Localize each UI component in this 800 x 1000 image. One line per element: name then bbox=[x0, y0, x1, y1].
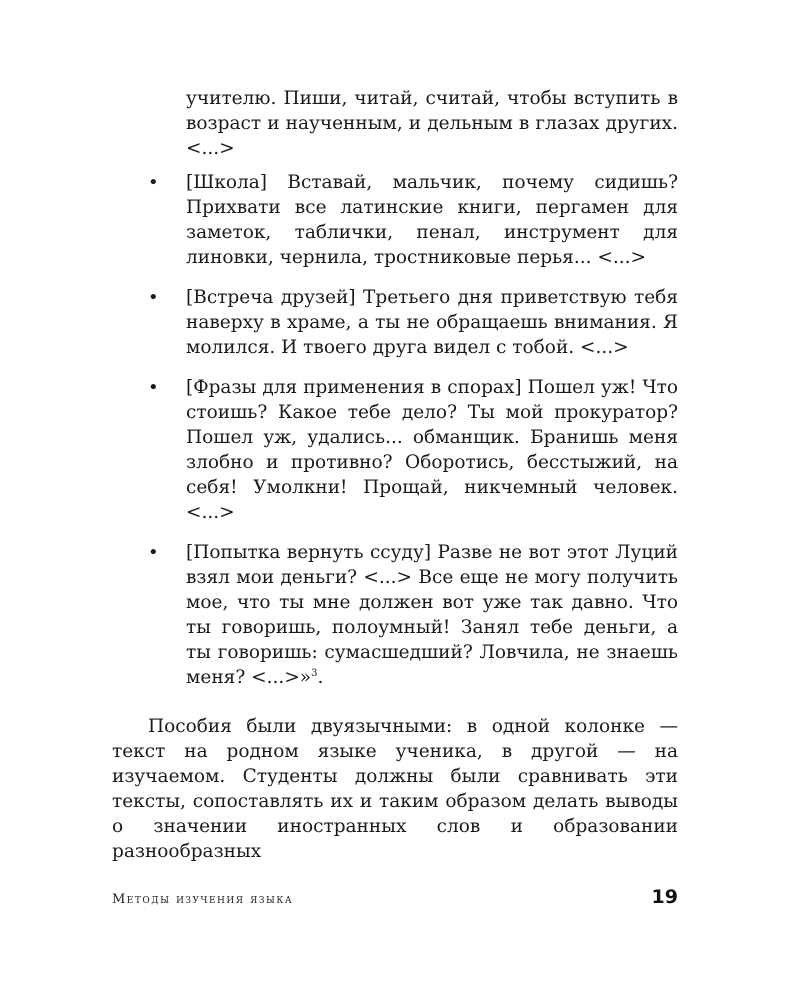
list-item-text: [Фразы для применения в спорах] Пошел уж! Что стоишь? Какое тебе дело? Ты мой прокуратор? Пошел уж, удались... обманщик. Бранишь меня злобно и противно? Оборотись, бесстыжий, на себя! Умолкни! Прощай, никчемный человек. <...> bbox=[186, 377, 678, 523]
page-footer bbox=[112, 886, 678, 916]
bullet-icon: • bbox=[148, 542, 159, 563]
list-item bbox=[0, 285, 678, 360]
running-title: Методы изучения языка bbox=[112, 892, 294, 907]
list-item-text: [Встреча друзей] Третьего дня приветствую тебя наверху в храме, а ты не обращаешь внимания. Я молился. И твоего друга видел с тобой. <...> bbox=[186, 287, 678, 358]
dialogue-list bbox=[0, 170, 800, 705]
continuation-text: учителю. Пиши, читай, считай, чтобы вступить в возраст и наученным, и дельным в глазах других. <...> bbox=[186, 88, 678, 159]
list-item-text-container bbox=[186, 540, 678, 690]
bullet-icon: • bbox=[148, 172, 159, 193]
list-item bbox=[0, 375, 678, 525]
list-item-text: [Попытка вернуть ссуду] Разве не вот этот Луций взял мои деньги? <...> Все еще не могу получить мое, что ты мне должен вот уже так давно. Что ты говоришь, полоумный! Занял тебе деньги, а ты говоришь: сумасшедший? Ловчила, не знаешь меня? <...>» bbox=[186, 542, 678, 688]
list-item-tail: . bbox=[317, 667, 324, 688]
list-item-text: [Школа] Вставай, мальчик, почему сидишь? Прихвати все латинские книги, пергамен для заметок, таблички, пенал, инструмент для линовки, чернила, тростниковые перья... <...> bbox=[186, 172, 678, 268]
page-number: 19 bbox=[651, 886, 678, 908]
bullet-icon: • bbox=[148, 377, 159, 398]
body-paragraph: Пособия были двуязычными: в одной колонке — текст на родном языке ученика, в другой — на изучаемом. Студенты должны были сравнивать эти тексты, сопоставлять их и таким образом делать выводы о значении иностранных слов и образовании разнообразных bbox=[112, 716, 678, 862]
bullet-icon: • bbox=[148, 287, 159, 308]
list-item bbox=[0, 170, 678, 270]
footnote-reference: 3 bbox=[311, 667, 318, 679]
list-item bbox=[0, 540, 678, 690]
